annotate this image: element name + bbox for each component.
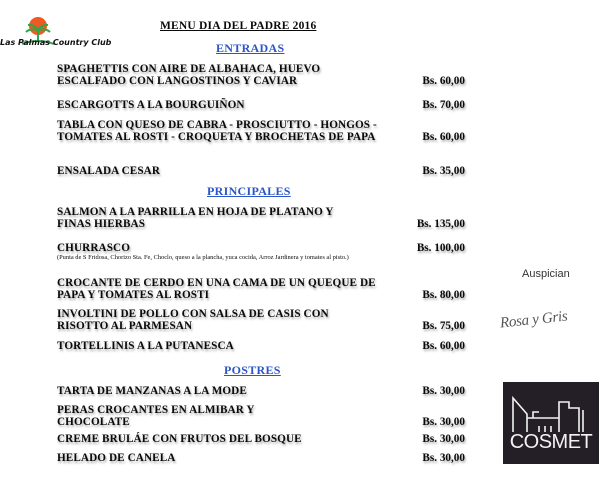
cosmet-logo <box>503 382 599 464</box>
menu-item <box>57 433 465 445</box>
menu-item-name: SALMON A LA PARRILLA EN HOJA DE PLATANO Y FINAS HIERBAS <box>57 206 334 230</box>
menu-item-price: Bs. 30,00 <box>422 416 465 428</box>
menu-item-price: Bs. 30,00 <box>422 433 465 445</box>
menu-item-name: TORTELLINIS A LA PUTANESCA <box>57 340 234 352</box>
menu-item-price: Bs. 100,00 <box>416 242 465 254</box>
menu-item <box>57 119 465 143</box>
club-logo-text: Las Palmas Country Club <box>0 38 112 47</box>
menu-item-description: (Punta de S Fridosa, Chorizo Sta. Fe, Choclo, queso a la plancha, yuca cocida, Arroz Jardinera y tomates al pisto.) <box>57 254 349 261</box>
menu-item <box>57 99 465 111</box>
menu-title: MENU DIA DEL PADRE 2016 <box>160 20 317 32</box>
menu-item-price: Bs. 70,00 <box>422 99 465 111</box>
menu-item <box>57 404 465 428</box>
menu-item <box>57 63 465 87</box>
menu-item-price: Bs. 60,00 <box>422 75 465 87</box>
menu-item <box>57 242 465 262</box>
menu-item-name: ENSALADA CESAR <box>57 165 161 177</box>
section-heading-entradas: ENTRADAS <box>216 41 285 55</box>
menu-item-name: ESCARGOTTS A LA BOURGUIÑON <box>57 99 245 111</box>
menu-item-name: CREME BRULÁE CON FRUTOS DEL BOSQUE <box>57 433 302 445</box>
menu-item-name: TABLA CON QUESO DE CABRA - PROSCIUTTO - HONGOS - TOMATES AL ROSTI - CROQUETA Y BROCHETAS DE PAPA <box>57 119 377 143</box>
menu-item <box>57 277 465 301</box>
menu-item-price: Bs. 35,00 <box>422 165 465 177</box>
section-heading-principales: PRINCIPALES <box>207 184 291 198</box>
menu-item <box>57 206 465 230</box>
menu-item-name: CHURRASCO <box>57 242 131 254</box>
menu-item-price: Bs. 60,00 <box>422 131 465 143</box>
menu-item-name: TARTA DE MANZANAS A LA MODE <box>57 385 247 397</box>
menu-item-price: Bs. 30,00 <box>422 385 465 397</box>
menu-item-price: Bs. 60,00 <box>422 340 465 352</box>
sponsors-label: Auspician <box>522 268 570 280</box>
menu-item-price: Bs. 30,00 <box>422 452 465 464</box>
menu-item-name: CROCANTE DE CERDO EN UNA CAMA DE UN QUEQUE DE PAPA Y TOMATES AL ROSTI <box>57 277 376 301</box>
menu-item <box>57 452 465 464</box>
menu-item-name: INVOLTINI DE POLLO CON SALSA DE CASIS CON RISOTTO AL PARMESAN <box>57 308 329 332</box>
menu-item <box>57 308 465 332</box>
menu-item <box>57 165 465 177</box>
menu-item-name: HELADO DE CANELA <box>57 452 176 464</box>
rosa-y-gris-logo: Rosa y Gris <box>499 308 569 332</box>
menu-item <box>57 385 465 397</box>
menu-item-price: Bs. 80,00 <box>422 289 465 301</box>
cosmet-logo-text: COSMET <box>509 431 593 453</box>
menu-item-price: Bs. 135,00 <box>416 218 465 230</box>
menu-item-price: Bs. 75,00 <box>422 320 465 332</box>
section-heading-postres: POSTRES <box>224 363 281 377</box>
menu-item <box>57 340 465 352</box>
menu-item-name: SPAGHETTIS CON AIRE DE ALBAHACA, HUEVO ESCALFADO CON LANGOSTINOS Y CAVIAR <box>57 63 321 87</box>
menu-item-name: PERAS CROCANTES EN ALMIBAR Y CHOCOLATE <box>57 404 255 428</box>
